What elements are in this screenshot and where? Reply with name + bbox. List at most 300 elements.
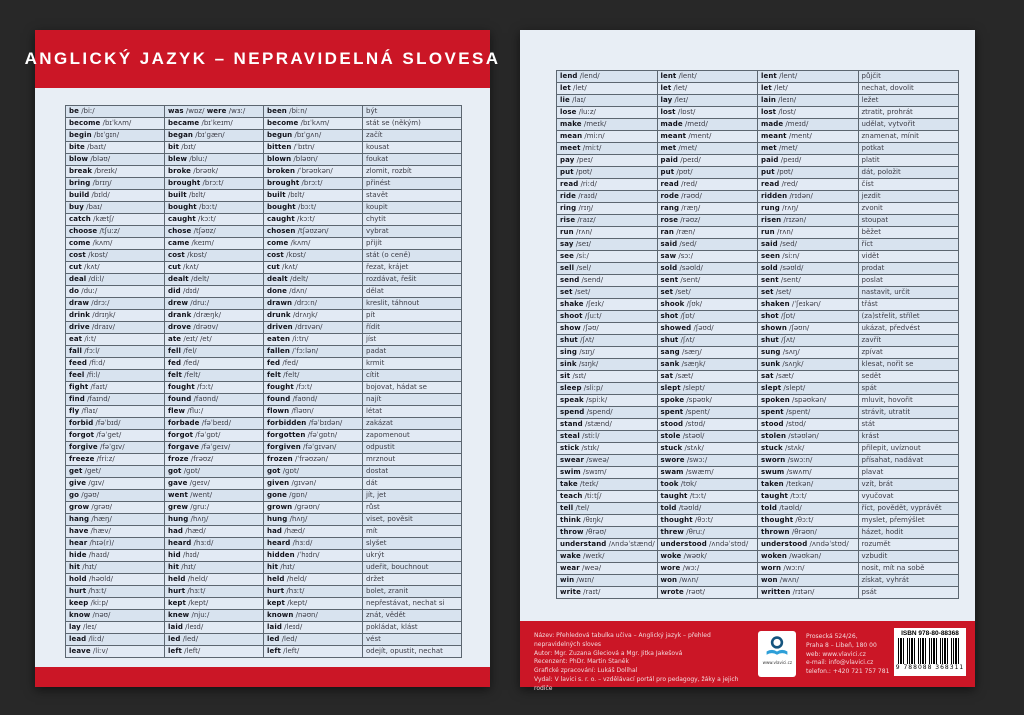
- table-row: [66, 262, 462, 274]
- verb-cell: seen /siːn/: [758, 251, 859, 263]
- translation-cell: rozdávat, řešit: [363, 274, 462, 286]
- translation-cell: kousat: [363, 142, 462, 154]
- verb-cell: had /hæd/: [264, 526, 363, 538]
- verb-cell: shot /ʃɒt/: [758, 311, 859, 323]
- table-row: [66, 310, 462, 322]
- verb-cell: sell /sel/: [557, 263, 658, 275]
- verb-cell: do /duː/: [66, 286, 165, 298]
- verb-cell: gone /ɡɒn/: [264, 490, 363, 502]
- table-row: [557, 251, 959, 263]
- table-row: [66, 154, 462, 166]
- translation-cell: stoupat: [858, 215, 959, 227]
- verb-cell: set /set/: [758, 287, 859, 299]
- verb-cell: spent /spent/: [758, 407, 859, 419]
- table-row: [557, 335, 959, 347]
- verb-cell: thrown /θrəʊn/: [758, 527, 859, 539]
- verb-cell: fell /fel/: [165, 346, 264, 358]
- table-row: [66, 502, 462, 514]
- translation-cell: jíst: [363, 334, 462, 346]
- verb-cell: given /ɡɪvən/: [264, 478, 363, 490]
- translation-cell: platit: [858, 155, 959, 167]
- verb-cell: taken /teɪkən/: [758, 479, 859, 491]
- translation-cell: stavět: [363, 190, 462, 202]
- verb-cell: fallen /ˈfɔːlən/: [264, 346, 363, 358]
- verb-cell: read /red/: [758, 179, 859, 191]
- table-row: [66, 178, 462, 190]
- table-row: [66, 382, 462, 394]
- translation-cell: vybrat: [363, 226, 462, 238]
- verb-cell: understood /ʌndəˈstʊd/: [758, 539, 859, 551]
- translation-cell: jezdit: [858, 191, 959, 203]
- verb-cell: lent /lent/: [758, 71, 859, 83]
- vlavici-logo: [758, 631, 796, 677]
- footer-line: Vydal: V lavici s. r. o. – vzdělávací portál pro pedagogy, žáky a jejich rodiče: [534, 675, 739, 692]
- translation-cell: bolet, zranit: [363, 586, 462, 598]
- table-row: [66, 106, 462, 118]
- table-row: [66, 622, 462, 634]
- table-row: [66, 238, 462, 250]
- translation-cell: bojovat, hádat se: [363, 382, 462, 394]
- verb-cell: blow /bləʊ/: [66, 154, 165, 166]
- translation-cell: přilepit, uvíznout: [858, 443, 959, 455]
- verb-cell: swum /swʌm/: [758, 467, 859, 479]
- verb-cell: lent /lent/: [657, 71, 758, 83]
- table-row: [557, 83, 959, 95]
- front-footer-band: [35, 667, 490, 687]
- footer-line: Praha 8 – Libeň, 180 00: [806, 641, 877, 649]
- table-row: [66, 538, 462, 550]
- verb-cell: cut /kʌt/: [264, 262, 363, 274]
- table-row: [66, 634, 462, 646]
- table-row: [557, 467, 959, 479]
- table-row: [66, 562, 462, 574]
- isbn-number: ISBN 978-80-88368: [901, 630, 959, 637]
- translation-cell: pokládat, klást: [363, 622, 462, 634]
- translation-cell: jít, jet: [363, 490, 462, 502]
- footer-line: Grafické zpracování: Lukáš Dolíhal: [534, 667, 638, 675]
- translation-cell: nosit, mít na sobě: [858, 563, 959, 575]
- table-row: [557, 359, 959, 371]
- verb-cell: rose /rəʊz/: [657, 215, 758, 227]
- verb-cell: swore /swɔː/: [657, 455, 758, 467]
- translation-cell: stát (o ceně): [363, 250, 462, 262]
- table-row: [66, 646, 462, 658]
- verb-cell: wear /weə/: [557, 563, 658, 575]
- verb-cell: brought /brɔːt/: [165, 178, 264, 190]
- translation-cell: zlomit, rozbít: [363, 166, 462, 178]
- verb-cell: built /bɪlt/: [264, 190, 363, 202]
- translation-cell: říct: [858, 239, 959, 251]
- verb-cell: forgotten /fəˈɡɒtn/: [264, 430, 363, 442]
- verb-cell: hurt /hɜːt/: [165, 586, 264, 598]
- verb-cell: ridden /rɪdən/: [758, 191, 859, 203]
- title-banner: [24, 30, 501, 88]
- verb-cell: mean /miːn/: [557, 131, 658, 143]
- translation-cell: mluvit, hovořit: [858, 395, 959, 407]
- table-row: [66, 166, 462, 178]
- verb-cell: fought /fɔːt/: [165, 382, 264, 394]
- verb-cell: put /pʊt/: [557, 167, 658, 179]
- table-row: [557, 95, 959, 107]
- verb-cell: swear /sweə/: [557, 455, 658, 467]
- verb-cell: throw /θrəʊ/: [557, 527, 658, 539]
- verb-cell: driven /drɪvən/: [264, 322, 363, 334]
- translation-cell: chytit: [363, 214, 462, 226]
- verb-cell: grow /ɡrəʊ/: [66, 502, 165, 514]
- logo-url-label: www.vlavici.cz: [762, 661, 792, 666]
- translation-cell: vidět: [858, 251, 959, 263]
- translation-cell: rozumět: [858, 539, 959, 551]
- verb-cell: shut /ʃʌt/: [657, 335, 758, 347]
- verb-cell: sent /sent/: [758, 275, 859, 287]
- verb-cell: go /ɡəʊ/: [66, 490, 165, 502]
- verb-cell: knew /njuː/: [165, 610, 264, 622]
- table-row: [557, 155, 959, 167]
- table-row: [66, 298, 462, 310]
- translation-cell: strávit, utratit: [858, 407, 959, 419]
- verb-cell: caught /kɔːt/: [264, 214, 363, 226]
- translation-cell: říct, povědět, vyprávět: [858, 503, 959, 515]
- translation-cell: dostat: [363, 466, 462, 478]
- table-row: [557, 311, 959, 323]
- table-row: [557, 515, 959, 527]
- verb-cell: bit /bɪt/: [165, 142, 264, 154]
- verb-cell: threw /θruː/: [657, 527, 758, 539]
- verb-cell: hit /hɪt/: [264, 562, 363, 574]
- verb-cell: saw /sɔː/: [657, 251, 758, 263]
- translation-cell: koupit: [363, 202, 462, 214]
- translation-cell: zpívat: [858, 347, 959, 359]
- verb-cell: said /sed/: [657, 239, 758, 251]
- table-row: [66, 598, 462, 610]
- translation-cell: přijít: [363, 238, 462, 250]
- translation-cell: zakázat: [363, 418, 462, 430]
- table-row: [557, 239, 959, 251]
- verb-cell: sent /sent/: [657, 275, 758, 287]
- table-row: [66, 418, 462, 430]
- verb-cell: come /kʌm/: [264, 238, 363, 250]
- translation-cell: kreslit, táhnout: [363, 298, 462, 310]
- table-row: [66, 118, 462, 130]
- verb-cell: forbid /fəˈbɪd/: [66, 418, 165, 430]
- translation-cell: znamenat, mínit: [858, 131, 959, 143]
- translation-cell: třást: [858, 299, 959, 311]
- verb-cell: shut /ʃʌt/: [758, 335, 859, 347]
- verb-cell: won /wʌn/: [657, 575, 758, 587]
- translation-cell: být: [363, 106, 462, 118]
- translation-cell: půjčit: [858, 71, 959, 83]
- verb-cell: was /wɒz/ were /wɜː/: [165, 106, 264, 118]
- verb-cell: hear /hɪə(r)/: [66, 538, 165, 550]
- translation-cell: plavat: [858, 467, 959, 479]
- translation-cell: poslat: [858, 275, 959, 287]
- verb-cell: woken /wəʊkən/: [758, 551, 859, 563]
- verb-cell: sink /sɪŋk/: [557, 359, 658, 371]
- translation-cell: krást: [858, 431, 959, 443]
- verb-cell: hidden /ˈhɪdn/: [264, 550, 363, 562]
- table-row: [66, 346, 462, 358]
- verb-cell: found /faʊnd/: [165, 394, 264, 406]
- verb-cell: paid /peɪd/: [758, 155, 859, 167]
- translation-cell: přísahat, nadávat: [858, 455, 959, 467]
- verb-cell: bring /brɪŋ/: [66, 178, 165, 190]
- verb-cell: say /seɪ/: [557, 239, 658, 251]
- verb-cell: froze /frəʊz/: [165, 454, 264, 466]
- verb-cell: let /let/: [758, 83, 859, 95]
- verb-cell: forgive /fəˈɡɪv/: [66, 442, 165, 454]
- verb-cell: fight /faɪt/: [66, 382, 165, 394]
- verb-cell: drew /druː/: [165, 298, 264, 310]
- verb-cell: catch /kætʃ/: [66, 214, 165, 226]
- verb-cell: written /rɪtən/: [758, 587, 859, 599]
- verb-cell: told /təʊld/: [657, 503, 758, 515]
- table-row: [66, 358, 462, 370]
- verb-cell: drunk /drʌŋk/: [264, 310, 363, 322]
- translation-cell: dělat: [363, 286, 462, 298]
- verb-cell: felt /felt/: [264, 370, 363, 382]
- translation-cell: foukat: [363, 154, 462, 166]
- translation-cell: vést: [363, 634, 462, 646]
- table-row: [66, 430, 462, 442]
- verb-cell: shake /ʃeɪk/: [557, 299, 658, 311]
- translation-cell: sedět: [858, 371, 959, 383]
- translation-cell: mít: [363, 526, 462, 538]
- verb-cell: eat /iːt/: [66, 334, 165, 346]
- table-row: [66, 490, 462, 502]
- verb-cell: chosen /tʃəʊzən/: [264, 226, 363, 238]
- verb-cell: swam /swæm/: [657, 467, 758, 479]
- translation-cell: cítit: [363, 370, 462, 382]
- verb-cell: thought /θɔːt/: [657, 515, 758, 527]
- verb-cell: did /dɪd/: [165, 286, 264, 298]
- verb-cell: drink /drɪŋk/: [66, 310, 165, 322]
- table-row: [557, 299, 959, 311]
- verb-cell: spent /spent/: [657, 407, 758, 419]
- table-row: [557, 383, 959, 395]
- table-row: [66, 370, 462, 382]
- table-row: [557, 263, 959, 275]
- verb-cell: let /let/: [557, 83, 658, 95]
- footer-line: e-mail: info@vlavici.cz: [806, 659, 874, 667]
- verb-cell: stuck /stʌk/: [758, 443, 859, 455]
- verb-cell: sank /sæŋk/: [657, 359, 758, 371]
- verb-cell: feed /fiːd/: [66, 358, 165, 370]
- verb-cell: cost /kɒst/: [165, 250, 264, 262]
- verb-cell: steal /stiːl/: [557, 431, 658, 443]
- verb-cell: feel /fiːl/: [66, 370, 165, 382]
- verb-cell: take /teɪk/: [557, 479, 658, 491]
- verb-cell: run /rʌn/: [758, 227, 859, 239]
- verb-cell: swim /swɪm/: [557, 467, 658, 479]
- verb-cell: sleep /sliːp/: [557, 383, 658, 395]
- verb-cell: draw /drɔː/: [66, 298, 165, 310]
- verb-cell: lay /leɪ/: [66, 622, 165, 634]
- verb-cell: brought /brɔːt/: [264, 178, 363, 190]
- verb-cell: make /meɪk/: [557, 119, 658, 131]
- translation-cell: potkat: [858, 143, 959, 155]
- table-row: [557, 407, 959, 419]
- verb-cell: leave /liːv/: [66, 646, 165, 658]
- translation-cell: létat: [363, 406, 462, 418]
- table-row: [557, 323, 959, 335]
- translation-cell: ukázat, předvést: [858, 323, 959, 335]
- verb-cell: found /faʊnd/: [264, 394, 363, 406]
- verb-cell: cut /kʌt/: [165, 262, 264, 274]
- verb-cell: shook /ʃʊk/: [657, 299, 758, 311]
- verb-cell: stood /stʊd/: [758, 419, 859, 431]
- verb-cell: read /red/: [657, 179, 758, 191]
- verb-cell: forgiven /fəˈɡɪvən/: [264, 442, 363, 454]
- verb-cell: held /held/: [165, 574, 264, 586]
- verb-cell: sworn /swɔːn/: [758, 455, 859, 467]
- verb-cell: led /led/: [264, 634, 363, 646]
- verb-cell: sold /səʊld/: [758, 263, 859, 275]
- verb-cell: begin /bɪˈɡɪn/: [66, 130, 165, 142]
- verb-cell: ran /ræn/: [657, 227, 758, 239]
- translation-cell: stát se (někým): [363, 118, 462, 130]
- verb-cell: bought /bɔːt/: [165, 202, 264, 214]
- verb-cell: cut /kʌt/: [66, 262, 165, 274]
- verb-cell: gave /ɡeɪv/: [165, 478, 264, 490]
- open-book-logo-icon: [764, 635, 790, 659]
- table-row: [66, 250, 462, 262]
- translation-cell: nastavit, určit: [858, 287, 959, 299]
- verb-cell: shut /ʃʌt/: [557, 335, 658, 347]
- verb-cell: broke /brəʊk/: [165, 166, 264, 178]
- verb-cell: held /held/: [264, 574, 363, 586]
- translation-cell: růst: [363, 502, 462, 514]
- table-row: [557, 479, 959, 491]
- verb-cell: heard /hɜːd/: [165, 538, 264, 550]
- verb-cell: bitten /ˈbɪtn/: [264, 142, 363, 154]
- verb-cell: freeze /friːz/: [66, 454, 165, 466]
- verb-cell: speak /spiːk/: [557, 395, 658, 407]
- verbs-table-right: [556, 70, 959, 599]
- verb-cell: teach /tiːtʃ/: [557, 491, 658, 503]
- translation-cell: začít: [363, 130, 462, 142]
- verb-cell: went /went/: [165, 490, 264, 502]
- translation-cell: zvonit: [858, 203, 959, 215]
- verb-cell: stood /stʊd/: [657, 419, 758, 431]
- verb-cell: set /set/: [557, 287, 658, 299]
- table-row: [66, 322, 462, 334]
- table-row: [66, 226, 462, 238]
- table-row: [66, 514, 462, 526]
- table-row: [557, 191, 959, 203]
- verb-cell: sing /sɪŋ/: [557, 347, 658, 359]
- verb-cell: tell /tel/: [557, 503, 658, 515]
- verb-cell: rang /ræŋ/: [657, 203, 758, 215]
- verb-cell: felt /felt/: [165, 370, 264, 382]
- publisher-footer: [520, 621, 975, 692]
- verb-cell: heard /hɜːd/: [264, 538, 363, 550]
- table-row: [557, 551, 959, 563]
- verb-cell: hide /haɪd/: [66, 550, 165, 562]
- verb-cell: laid /leɪd/: [165, 622, 264, 634]
- credits-block: [534, 632, 746, 694]
- verb-cell: fed /fed/: [165, 358, 264, 370]
- verb-cell: kept /kept/: [165, 598, 264, 610]
- poster-page-back: [520, 30, 975, 692]
- verb-cell: drive /draɪv/: [66, 322, 165, 334]
- verb-cell: hold /həʊld/: [66, 574, 165, 586]
- poster-page-front: [24, 30, 501, 687]
- verb-cell: choose /tʃuːz/: [66, 226, 165, 238]
- verb-cell: sang /sæŋ/: [657, 347, 758, 359]
- verb-cell: showed /ʃəʊd/: [657, 323, 758, 335]
- table-row: [557, 419, 959, 431]
- translation-cell: ztratit, prohrát: [858, 107, 959, 119]
- translation-cell: odejít, opustit, nechat: [363, 646, 462, 658]
- verb-cell: fed /fed/: [264, 358, 363, 370]
- table-row: [66, 574, 462, 586]
- translation-cell: nepřestávat, nechat si: [363, 598, 462, 610]
- address-block: [806, 633, 896, 677]
- table-row: [557, 371, 959, 383]
- verb-cell: worn /wɔːn/: [758, 563, 859, 575]
- verb-cell: risen /rɪzən/: [758, 215, 859, 227]
- verb-cell: sit /sɪt/: [557, 371, 658, 383]
- verb-cell: rise /raɪz/: [557, 215, 658, 227]
- verb-cell: forbade /fəˈbeɪd/: [165, 418, 264, 430]
- translation-cell: vyučovat: [858, 491, 959, 503]
- translation-cell: zavřít: [858, 335, 959, 347]
- verb-cell: find /faɪnd/: [66, 394, 165, 406]
- table-row: [557, 395, 959, 407]
- verb-cell: meet /miːt/: [557, 143, 658, 155]
- verb-cell: bite /baɪt/: [66, 142, 165, 154]
- table-row: [557, 179, 959, 191]
- translation-cell: myslet, přemýšlet: [858, 515, 959, 527]
- verb-cell: stole /stəʊl/: [657, 431, 758, 443]
- verb-cell: met /met/: [758, 143, 859, 155]
- verb-cell: meant /ment/: [657, 131, 758, 143]
- translation-cell: mrznout: [363, 454, 462, 466]
- translation-cell: vzbudit: [858, 551, 959, 563]
- verb-cell: hung /hʌŋ/: [165, 514, 264, 526]
- verb-cell: caught /kɔːt/: [165, 214, 264, 226]
- verb-cell: woke /wəʊk/: [657, 551, 758, 563]
- verb-cell: sold /səʊld/: [657, 263, 758, 275]
- verb-cell: slept /slept/: [758, 383, 859, 395]
- verb-cell: chose /tʃəʊz/: [165, 226, 264, 238]
- verb-cell: lie /laɪ/: [557, 95, 658, 107]
- verb-cell: known /nəʊn/: [264, 610, 363, 622]
- verb-cell: think /θɪŋk/: [557, 515, 658, 527]
- verb-cell: grew /ɡruː/: [165, 502, 264, 514]
- isbn-barcode-box: [894, 628, 966, 676]
- verb-cell: come /kʌm/: [66, 238, 165, 250]
- verb-cell: drawn /drɔːn/: [264, 298, 363, 310]
- verb-cell: ring /rɪŋ/: [557, 203, 658, 215]
- verb-cell: spoken /spəʊkən/: [758, 395, 859, 407]
- verb-cell: put /pʊt/: [758, 167, 859, 179]
- verb-cell: send /send/: [557, 275, 658, 287]
- verbs-table-left: [65, 105, 462, 658]
- verb-cell: begun /bɪˈɡʌn/: [264, 130, 363, 142]
- footer-line: Autor: Mgr. Zuzana Gleciová a Mgr. Jitka Jakešová: [534, 649, 683, 657]
- translation-cell: dát: [363, 478, 462, 490]
- verb-cell: slept /slept/: [657, 383, 758, 395]
- verb-cell: began /bɪˈɡæn/: [165, 130, 264, 142]
- table-row: [557, 527, 959, 539]
- verb-cell: hurt /hɜːt/: [264, 586, 363, 598]
- verb-cell: run /rʌn/: [557, 227, 658, 239]
- table-row: [66, 286, 462, 298]
- translation-cell: držet: [363, 574, 462, 586]
- verb-cell: set /set/: [657, 287, 758, 299]
- footer-line: Recenzent: PhDr. Martin Staněk: [534, 658, 629, 666]
